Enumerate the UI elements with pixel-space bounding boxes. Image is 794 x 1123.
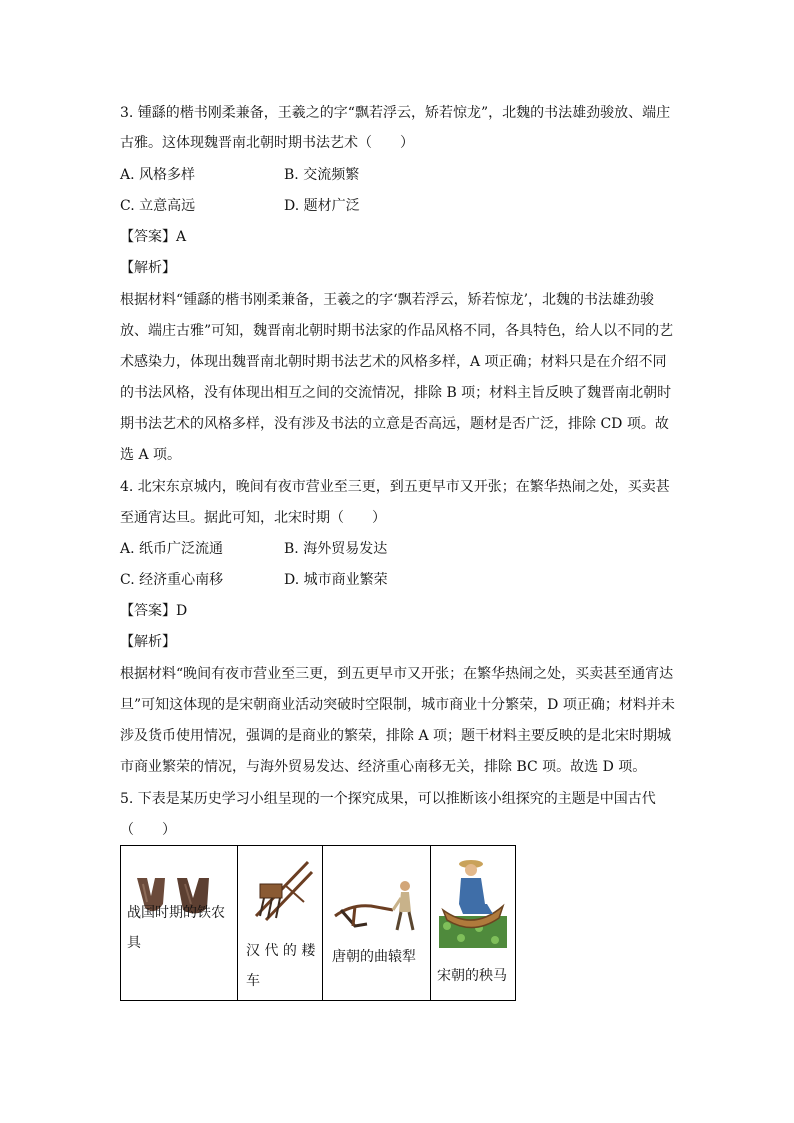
q4-analysis-label: 【解析】 — [120, 634, 176, 650]
table-cell-rice-seedling-horse — [431, 846, 515, 1000]
q4-analysis-line-1: 根据材料“晚间有夜市营业至三更，到五更早市又开张；在繁华热闹之处，买卖甚至通宵达 — [120, 666, 674, 682]
q4-option-d: D. 城市商业繁荣 — [284, 572, 388, 588]
q4-option-a: A. 纸币广泛流通 — [120, 541, 224, 557]
q3-stem-line-2: 古雅。这体现魏晋南北朝时期书法艺术（ ） — [120, 135, 414, 151]
seed-drill-caption-1: 汉 代 的 耧 — [246, 943, 316, 959]
q4-analysis-line-4: 市商业繁荣的情况，与海外贸易发达、经济重心南移无关，排除 BC 项。故选 D 项。 — [120, 759, 647, 775]
q3-option-c: C. 立意高远 — [120, 198, 196, 214]
q5-tools-table — [120, 845, 516, 1001]
q3-analysis-line-4: 的书法风格，没有体现出相互之间的交流情况，排除 B 项；材料主旨反映了魏晋南北朝时 — [120, 385, 672, 401]
q4-answer: 【答案】D — [120, 603, 188, 619]
q5-stem-line-2: （ ） — [120, 822, 176, 838]
q3-option-b: B. 交流频繁 — [284, 167, 360, 183]
curved-plough-caption: 唐朝的曲辕犁 — [332, 949, 416, 965]
q3-analysis-line-2: 放、端庄古雅”可知，魏晋南北朝时期书法家的作品风格不同，各具特色，给人以不同的艺 — [120, 323, 674, 339]
q3-analysis-line-6: 选 A 项。 — [120, 447, 182, 463]
q4-option-b: B. 海外贸易发达 — [284, 541, 388, 557]
q3-option-d: D. 题材广泛 — [284, 198, 360, 214]
q4-stem-line-1: 4. 北宋东京城内，晚间有夜市营业至三更，到五更早市又开张；在繁华热闹之处，买卖甚 — [120, 479, 670, 495]
seed-drill-caption-2: 车 — [246, 973, 260, 989]
q4-stem-line-2: 至通宵达旦。据此可知，北宋时期（ ） — [120, 510, 386, 526]
q3-analysis-line-5: 期书法艺术的风格多样，没有涉及书法的立意是否高远，题材是否广泛，排除 CD 项。故 — [120, 416, 669, 432]
table-cell-iron-tools — [121, 846, 238, 1000]
table-cell-curved-plough — [323, 846, 431, 1000]
curved-plough-icon — [331, 876, 423, 934]
q3-stem-line-1: 3. 锺繇的楷书刚柔兼备，王羲之的字“飘若浮云，矫若惊龙”，北魏的书法雄劲骏放、端庄 — [120, 105, 671, 121]
iron-tools-caption-1: 战国时期的铁农 — [127, 905, 225, 921]
q3-analysis-line-3: 术感染力，体现出魏晋南北朝时期书法艺术的风格多样，A 项正确；材料只是在介绍不同 — [120, 354, 667, 370]
q5-stem-line-1: 5. 下表是某历史学习小组呈现的一个探究成果，可以推断该小组探究的主题是中国古代 — [120, 791, 656, 807]
table-cell-seed-drill — [238, 846, 323, 1000]
q4-analysis-line-2: 旦”可知这体现的是宋朝商业活动突破时空限制，城市商业十分繁荣，D 项正确；材料并未 — [120, 697, 675, 713]
q3-option-a: A. 风格多样 — [120, 167, 196, 183]
q4-option-c: C. 经济重心南移 — [120, 572, 224, 588]
iron-tools-caption-2: 具 — [127, 935, 141, 951]
q3-analysis-label: 【解析】 — [120, 260, 176, 276]
rice-seedling-horse-icon — [437, 858, 509, 950]
rice-seedling-horse-caption: 宋朝的秧马 — [437, 968, 507, 984]
seed-drill-icon — [246, 858, 316, 928]
q3-analysis-line-1: 根据材料“锺繇的楷书刚柔兼备，王羲之的字‘飘若浮云，矫若惊龙’，北魏的书法雄劲骏 — [120, 292, 655, 308]
q4-analysis-line-3: 涉及货币使用情况，强调的是商业的繁荣，排除 A 项；题干材料主要反映的是北宋时期城 — [120, 728, 672, 744]
q3-answer: 【答案】A — [120, 229, 187, 245]
